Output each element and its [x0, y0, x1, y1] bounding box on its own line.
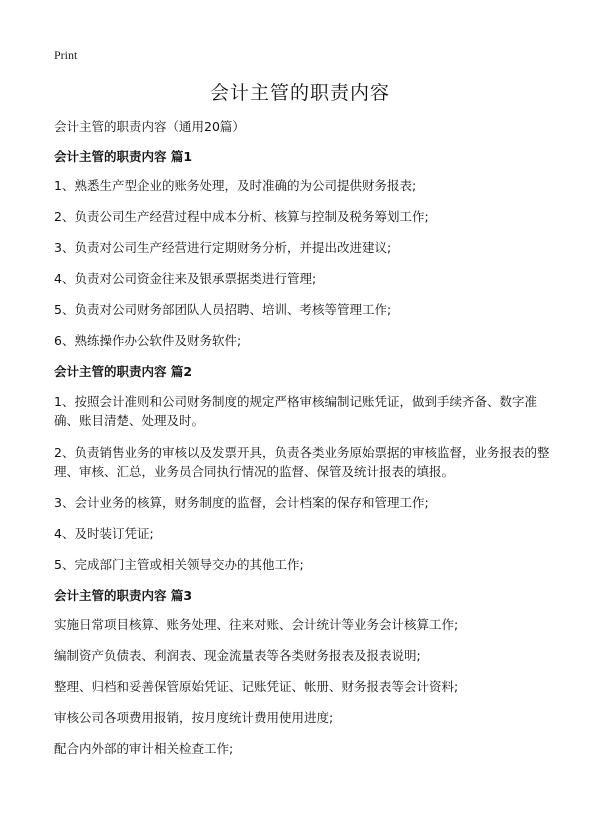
list-item: 6、熟练操作办公软件及财务软件; — [54, 333, 242, 348]
document-subtitle: 会计主管的职责内容（通用20篇） — [54, 119, 245, 134]
document-body — [54, 118, 554, 771]
list-item: 实施日常项目核算、账务处理、往来对账、会计统计等业务会计核算工作; — [54, 617, 459, 632]
list-item: 整理、归档和妥善保管原始凭证、记账凭证、帐册、财务报表等会计资料; — [54, 679, 459, 694]
print-label: Print — [54, 48, 78, 62]
list-item: 2、负责销售业务的审核以及发票开具，负责各类业务原始票据的审核监督，业务报表的整理、审核、汇总，业务员合同执行情况的监督、保管及统计报表的填报。 — [54, 445, 550, 479]
list-item: 2、负责公司生产经营过程中成本分析、核算与控制及税务筹划工作; — [54, 209, 429, 224]
list-item: 5、负责对公司财务部团队人员招聘、培训、考核等管理工作; — [54, 302, 392, 317]
list-item: 5、完成部门主管或相关领导交办的其他工作; — [54, 557, 304, 572]
list-item: 编制资产负债表、利润表、现金流量表等各类财务报表及报表说明; — [54, 648, 421, 663]
list-item: 配合内外部的审计相关检查工作; — [54, 741, 234, 756]
list-item: 审核公司各项费用报销，按月度统计费用使用进度; — [54, 710, 334, 725]
document-title: 会计主管的职责内容 — [209, 82, 390, 104]
list-item: 4、及时装订凭证; — [54, 526, 154, 541]
list-item: 4、负责对公司资金往来及银承票据类进行管理; — [54, 271, 317, 286]
list-item: 3、负责对公司生产经营进行定期财务分析，并提出改进建议; — [54, 240, 392, 255]
section-heading-2: 会计主管的职责内容 篇2 — [54, 364, 193, 379]
list-item: 3、会计业务的核算，财务制度的监督，会计档案的保存和管理工作; — [54, 495, 429, 510]
section-heading-1: 会计主管的职责内容 篇1 — [54, 149, 193, 164]
section-heading-3: 会计主管的职责内容 篇3 — [54, 588, 193, 603]
list-item: 1、熟悉生产型企业的账务处理，及时准确的为公司提供财务报表; — [54, 178, 417, 193]
list-item: 1、按照会计准则和公司财务制度的规定严格审核编制记账凭证，做到手续齐备、数字准确、账目清楚、处理及时。 — [54, 394, 537, 428]
